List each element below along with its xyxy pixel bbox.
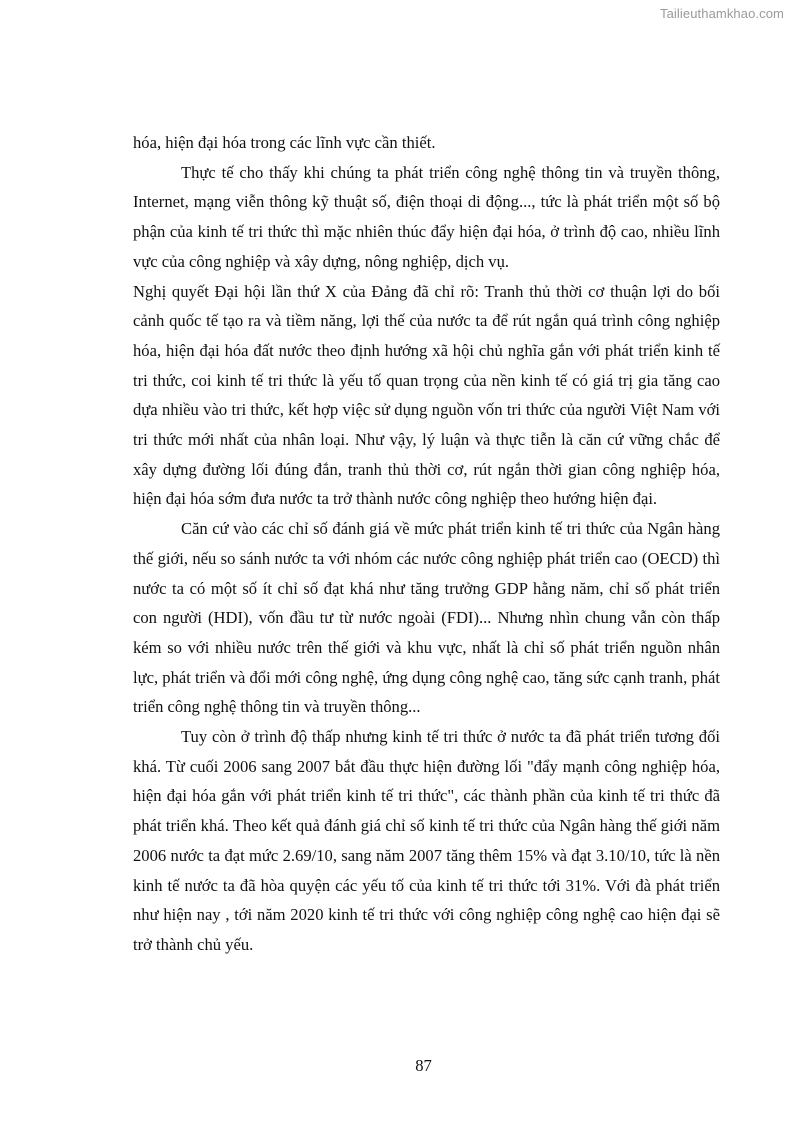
page-number: 87 [415, 1056, 432, 1075]
paragraph-1: hóa, hiện đại hóa trong các lĩnh vực cần thiết. [133, 133, 436, 152]
paragraph-4: Căn cứ vào các chỉ số đánh giá về mức phát triển kinh tế tri thức của Ngân hàng thế giới, nếu so sánh nước ta với nhóm các nước công nghiệp phát triển cao (OECD) thì nước ta có một số ít chỉ số đạt khá như tăng trưởng GDP hằng năm, chỉ số phát triển con người (HDI), vốn đầu tư từ nước ngoài (FDI)... Nhưng nhìn chung vẫn còn thấp kém so với nhiều nước trên thế giới và khu vực, nhất là chỉ số phát triển nguồn nhân lực, phát triển và đổi mới công nghệ, ứng dụng công nghệ cao, tăng sức cạnh tranh, phát triển công nghệ thông tin và truyền thông... [133, 519, 720, 717]
paragraph-5: Tuy còn ở trình độ thấp nhưng kinh tế tri thức ở nước ta đã phát triển tương đối khá. Từ cuối 2006 sang 2007 bắt đầu thực hiện đường lối "đẩy mạnh công nghiệp hóa, hiện đại hóa gắn với phát triển kinh tế tri thức", các thành phần của kinh tế tri thức đã phát triển khá. Theo kết quả đánh giá chỉ số kinh tế tri thức của Ngân hàng thế giới năm 2006 nước ta đạt mức 2.69/10, sang năm 2007 tăng thêm 15% và đạt 3.10/10, tức là nền kinh tế nước ta đã hòa quyện các yếu tố của kinh tế tri thức tới 31%. Với đà phát triển như hiện nay , tới năm 2020 kinh tế tri thức với công nghiệp công nghệ cao hiện đại sẽ trở thành chủ yếu. [133, 727, 720, 954]
watermark: Tailieuthamkhao.com [659, 6, 784, 21]
paragraph-3: Nghị quyết Đại hội lần thứ X của Đảng đã chỉ rõ: Tranh thủ thời cơ thuận lợi do bối cảnh quốc tế tạo ra và tiềm năng, lợi thế của nước ta để rút ngắn quá trình công nghiệp hóa, hiện đại hóa đất nước theo định hướng xã hội chủ nghĩa gắn với phát triển kinh tế tri thức, coi kinh tế tri thức là yếu tố quan trọng của nền kinh tế có giá trị gia tăng cao dựa nhiều vào tri thức, kết hợp việc sử dụng nguồn vốn tri thức của người Việt Nam với tri thức mới nhất của nhân loại. Như vậy, lý luận và thực tiễn là căn cứ vững chắc để xây dựng đường lối đúng đắn, tranh thủ thời cơ, rút ngắn thời gian công nghiệp hóa, hiện đại hóa sớm đưa nước ta trở thành nước công nghiệp theo hướng hiện đại. [133, 281, 720, 509]
paragraph-2: Thực tế cho thấy khi chúng ta phát triển công nghệ thông tin và truyền thông, Internet, mạng viễn thông kỹ thuật số, điện thoại di động..., tức là phát triển một số bộ phận của kinh tế tri thức thì mặc nhiên thúc đẩy hiện đại hóa, ở trình độ cao, nhiều lĩnh vực của công nghiệp và xây dựng, nông nghiệp, dịch vụ. [133, 162, 720, 271]
document-body [133, 128, 720, 960]
